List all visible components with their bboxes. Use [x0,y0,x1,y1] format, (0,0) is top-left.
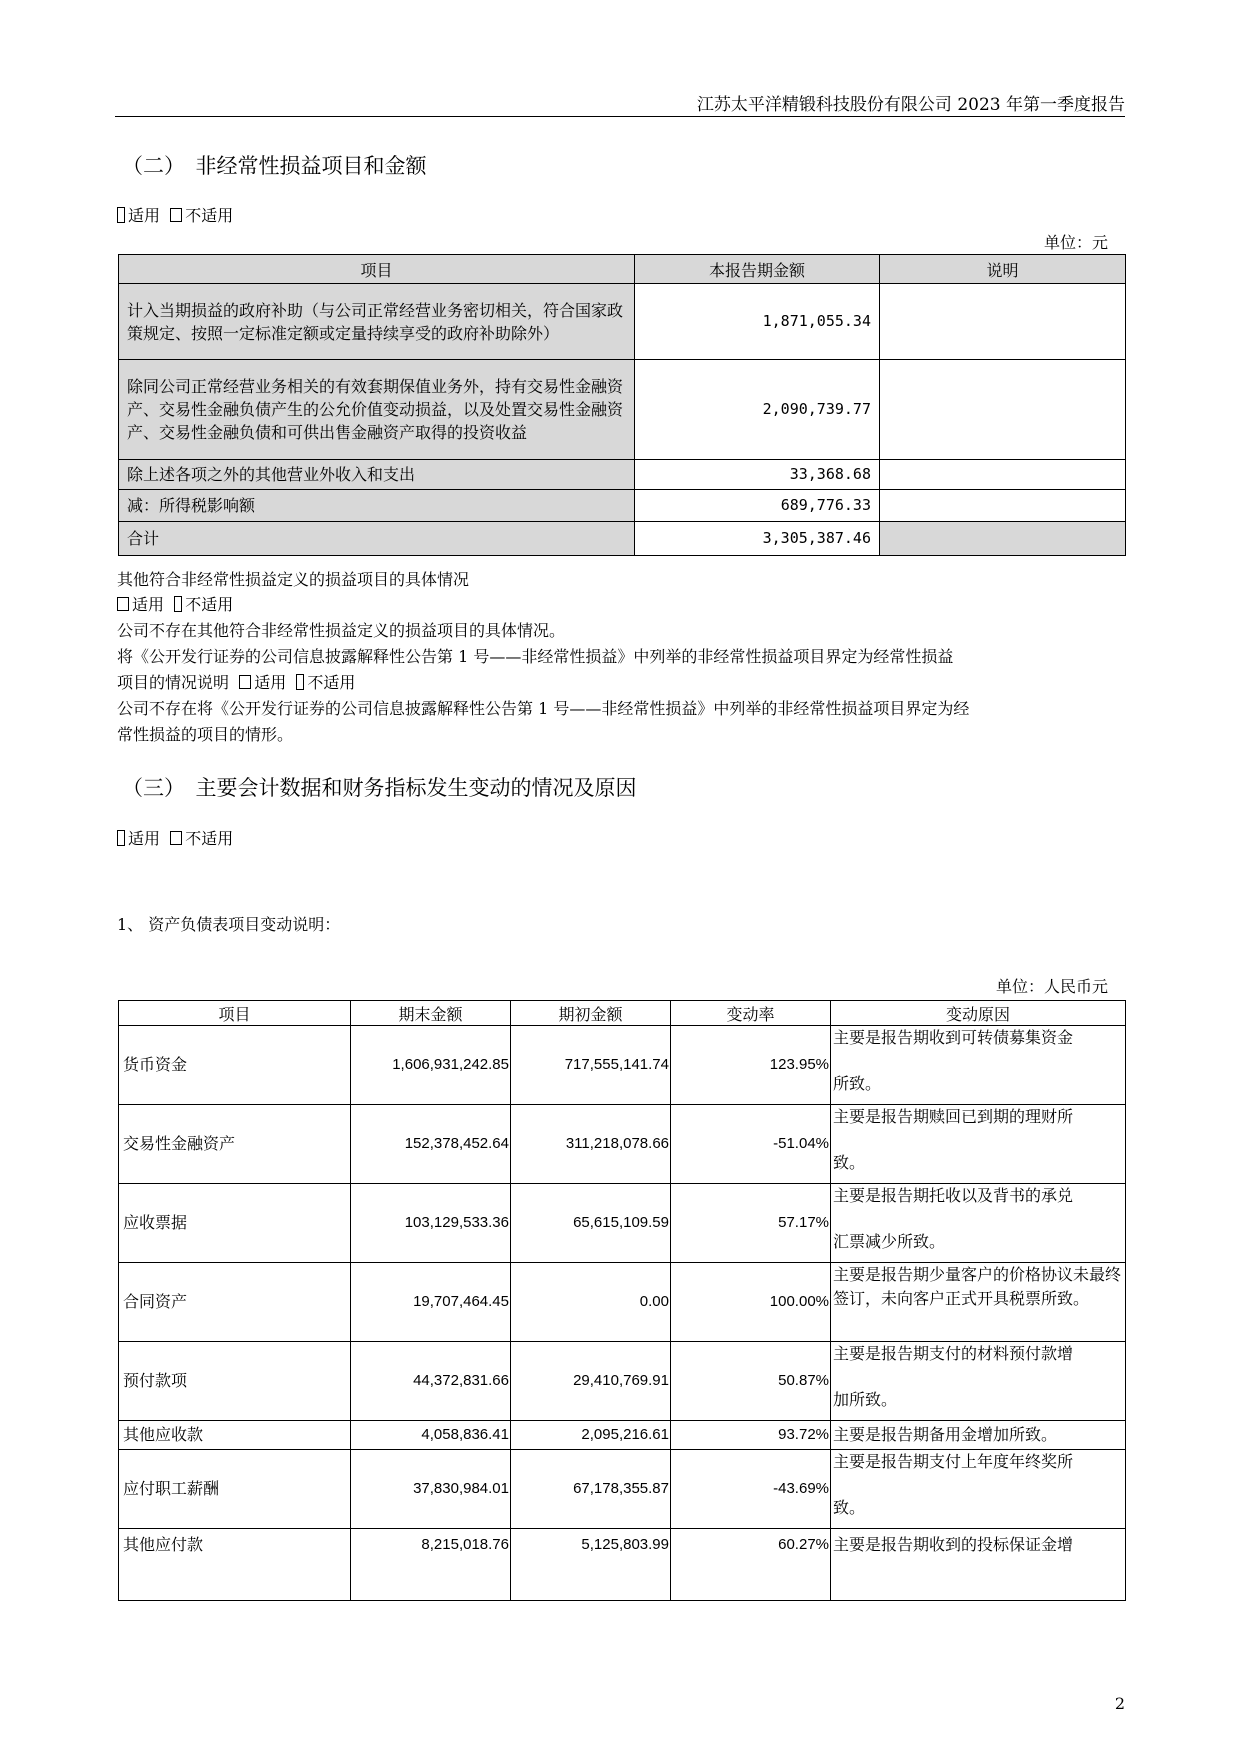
classify-text-1: 公司不存在将《公开发行证券的公司信息披露解释性公告第 1 号——非经常性损益》中列举的非经常性损益项目界定为经 [117,699,970,718]
row-rate: 60.27% [671,1529,831,1601]
applicable-label: 适用 [254,673,287,692]
section-2-applicability [117,203,233,226]
other-items-text: 公司不存在其他符合非经常性损益定义的损益项目的具体情况。 [117,621,566,640]
classify-text-2: 常性损益的项目的情形。 [117,725,294,744]
table-header-row [119,1001,1126,1026]
table-row [119,1450,1126,1529]
row-item: 货币资金 [119,1026,351,1105]
row-start: 65,615,109.59 [511,1184,671,1263]
row-amount: 689,776.33 [635,490,880,522]
applicable-label: 适用 [128,829,161,848]
row-start: 67,178,355.87 [511,1450,671,1529]
row-rate: -51.04% [671,1105,831,1184]
table-row [119,1026,1126,1105]
row-reason [831,1026,1126,1105]
row-rate: -43.69% [671,1450,831,1529]
row-note [880,460,1126,490]
table-header-row [119,255,1126,284]
header-note: 说明 [880,255,1126,284]
not-applicable-label: 不适用 [185,206,234,225]
row-start: 717,555,141.74 [511,1026,671,1105]
balance-sheet-changes-table [118,1000,1126,1601]
checked-box-icon [296,674,304,690]
row-start: 29,410,769.91 [511,1342,671,1421]
row-end: 152,378,452.64 [351,1105,511,1184]
reason-line: 主要是报告期支付上年度年终奖所 [833,1452,1074,1471]
row-rate: 93.72% [671,1421,831,1450]
table-row [119,1421,1126,1450]
unit-label: 单位：元 [1043,233,1108,252]
section-3-applicability [117,826,233,849]
table-row [119,1105,1126,1184]
not-applicable-label: 不适用 [307,673,356,692]
row-end: 1,606,931,242.85 [351,1026,511,1105]
table-row [119,1342,1126,1421]
row-start: 2,095,216.61 [511,1421,671,1450]
row-end: 19,707,464.45 [351,1263,511,1342]
row-item: 合计 [119,522,635,556]
not-applicable-label: 不适用 [185,829,234,848]
row-note [880,522,1126,556]
reason-line: 主要是报告期赎回已到期的理财所 [833,1107,1074,1126]
row-note [880,490,1126,522]
row-rate: 57.17% [671,1184,831,1263]
header-item: 项目 [119,1001,351,1026]
applicable-label: 适用 [132,595,165,614]
reason-line: 致。 [833,1498,866,1517]
row-end: 103,129,533.36 [351,1184,511,1263]
header-reason: 变动原因 [831,1001,1126,1026]
row-item: 减：所得税影响额 [119,490,635,522]
row-start: 5,125,803.99 [511,1529,671,1601]
unchecked-box-icon [239,675,251,689]
reason-line: 主要是报告期支付的材料预付款增 [833,1344,1074,1363]
header-start: 期初金额 [511,1001,671,1026]
checked-box-icon [117,830,125,846]
row-amount: 3,305,387.46 [635,522,880,556]
row-note [880,284,1126,360]
other-items-title: 其他符合非经常性损益定义的损益项目的具体情况 [117,570,470,589]
table-row [119,490,1126,522]
row-start: 0.00 [511,1263,671,1342]
reason-line: 致。 [833,1153,866,1172]
row-item: 应收票据 [119,1184,351,1263]
page-number: 2 [1114,1694,1125,1713]
header-end: 期末金额 [351,1001,511,1026]
header-rate: 变动率 [671,1001,831,1026]
row-reason [831,1184,1126,1263]
table-row [119,1184,1126,1263]
table-row [119,460,1126,490]
other-items-applicability [117,592,233,615]
reason-line: 主要是报告期收到可转债募集资金 [833,1028,1074,1047]
balance-sheet-subtitle: 1、 资产负债表项目变动说明： [117,915,341,934]
row-item: 其他应收款 [119,1421,351,1450]
row-reason: 主要是报告期少量客户的价格协议未最终签订，未向客户正式开具税票所致。 [831,1263,1126,1342]
table-row [119,1529,1126,1601]
not-applicable-label: 不适用 [185,595,234,614]
row-amount: 33,368.68 [635,460,880,490]
checked-box-icon [117,207,125,223]
header-amount: 本报告期金额 [635,255,880,284]
row-end: 37,830,984.01 [351,1450,511,1529]
row-reason [831,1105,1126,1184]
row-rate: 100.00% [671,1263,831,1342]
row-note [880,360,1126,460]
reason-line: 主要是报告期托收以及背书的承兑 [833,1186,1074,1205]
classify-line-1: 将《公开发行证券的公司信息披露解释性公告第 1 号——非经常性损益》中列举的非经常性损益项目界定为经常性损益 [117,647,954,666]
table-row [119,1263,1126,1342]
row-end: 4,058,836.41 [351,1421,511,1450]
applicable-label: 适用 [128,206,161,225]
row-reason: 主要是报告期收到的投标保证金增 [831,1529,1126,1601]
row-item: 交易性金融资产 [119,1105,351,1184]
page-header: 江苏太平洋精锻科技股份有限公司 2023 年第一季度报告 [115,90,1125,117]
non-recurring-table [118,254,1126,556]
row-end: 44,372,831.66 [351,1342,511,1421]
header-item: 项目 [119,255,635,284]
row-item: 合同资产 [119,1263,351,1342]
section-3-title: （三） 主要会计数据和财务指标发生变动的情况及原因 [122,776,637,800]
checked-box-icon [174,596,182,612]
row-rate: 50.87% [671,1342,831,1421]
row-item: 应付职工薪酬 [119,1450,351,1529]
reason-line: 加所致。 [833,1390,898,1409]
row-item: 除上述各项之外的其他营业外收入和支出 [119,460,635,490]
reason-line: 汇票减少所致。 [833,1232,946,1251]
table-row [119,360,1126,460]
classify-label: 项目的情况说明 [117,673,230,692]
reason-line: 所致。 [833,1074,882,1093]
row-start: 311,218,078.66 [511,1105,671,1184]
unchecked-box-icon [170,831,182,845]
row-amount: 2,090,739.77 [635,360,880,460]
row-rate: 123.95% [671,1026,831,1105]
row-end: 8,215,018.76 [351,1529,511,1601]
row-item: 预付款项 [119,1342,351,1421]
classify-line-2 [117,670,355,693]
row-item: 除同公司正常经营业务相关的有效套期保值业务外，持有交易性金融资产、交易性金融负债产生的公允价值变动损益，以及处置交易性金融资产、交易性金融负债和可供出售金融资产取得的投资收益 [119,360,635,460]
unchecked-box-icon [170,208,182,222]
table-row [119,284,1126,360]
row-amount: 1,871,055.34 [635,284,880,360]
row-item: 计入当期损益的政府补助（与公司正常经营业务密切相关，符合国家政策规定、按照一定标准定额或定量持续享受的政府补助除外） [119,284,635,360]
row-reason: 主要是报告期备用金增加所致。 [831,1421,1126,1450]
section-2-title: （二） 非经常性损益项目和金额 [122,154,427,178]
row-item: 其他应付款 [119,1529,351,1601]
row-reason [831,1450,1126,1529]
unchecked-box-icon [117,597,129,611]
table-row-total [119,522,1126,556]
unit-label-rmb: 单位：人民币元 [995,977,1108,996]
row-reason [831,1342,1126,1421]
